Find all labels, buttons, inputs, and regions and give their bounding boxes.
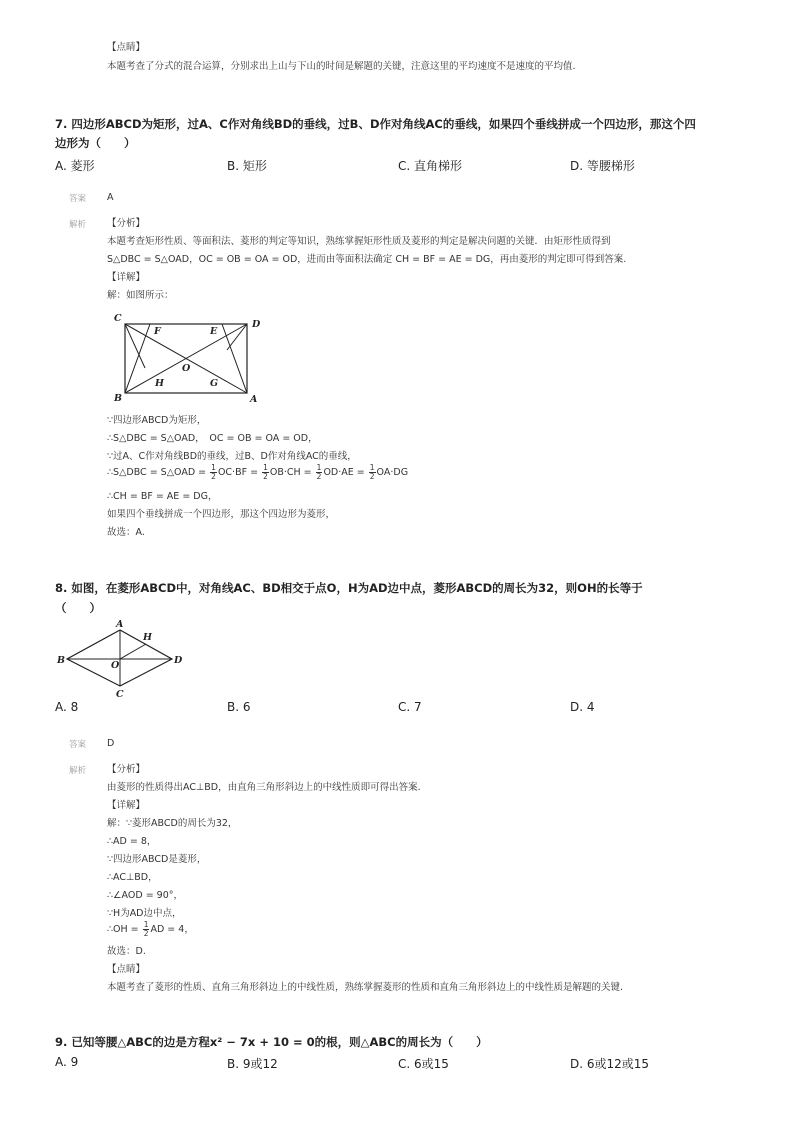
solution-intro: 解：如图所示： — [107, 290, 174, 301]
step-3: ∵四边形ABCD是菱形， — [107, 854, 207, 865]
label-g: G — [210, 378, 219, 389]
step-4-part-d: OD·AE = — [323, 467, 365, 478]
step-2: ∴S△DBC = S△OAD， OC = OB = OA = OD， — [107, 433, 318, 444]
segment-oh — [120, 644, 146, 659]
step-5: ∴∠AOD = 90°， — [107, 890, 184, 901]
xiangjie-heading: 【详解】 — [107, 800, 146, 811]
analysis-label: 解析 — [69, 220, 87, 230]
option-d[interactable]: D. 6或12或15 — [570, 1057, 650, 1071]
answer-value: D — [107, 738, 115, 749]
label-d: D — [252, 319, 261, 330]
option-d[interactable]: D. 等腰梯形 — [570, 159, 635, 173]
analysis-label: 解析 — [69, 766, 87, 776]
label-e: E — [210, 326, 218, 337]
fenxi-heading: 【分析】 — [107, 764, 146, 775]
label-h: H — [155, 378, 164, 389]
fraction-half: $\frac{1}{2}$ — [211, 463, 216, 481]
step-7 — [107, 921, 194, 938]
dianjing-comment: 本题考查了菱形的性质、直角三角形斜边上的中线性质，熟练掌握菱形的性质和直角三角形斜边上的中线性质是解题的关键. — [107, 982, 624, 993]
question-8-stem-line2: （ ） — [55, 601, 101, 615]
label-o: O — [111, 660, 120, 671]
dianjing-heading: 【点睛】 — [107, 42, 146, 53]
step-2: ∴AD = 8， — [107, 836, 157, 847]
step-4-part-b: OC·BF = — [217, 467, 259, 478]
fenxi-line1: 由菱形的性质得出AC⊥BD，由直角三角形斜边上的中线性质即可得出答案. — [107, 782, 421, 793]
option-a[interactable]: A. 9 — [55, 1055, 79, 1069]
rhombus-figure — [55, 618, 185, 700]
step-7: 故选：A. — [107, 527, 145, 538]
step-7-part-b: AD = 4， — [150, 924, 194, 935]
perp-ae — [222, 324, 247, 393]
fraction-half: $\frac{1}{2}$ — [143, 920, 149, 938]
label-c: C — [116, 689, 124, 700]
step-3: ∵过A、C作对角线BD的垂线，过B、D作对角线AC的垂线， — [107, 451, 357, 462]
fenxi-line1: 本题考查矩形性质、等面积法、菱形的判定等知识，熟练掌握矩形性质及菱形的判定是解决问题的关键．由矩形性质得到 — [107, 236, 611, 247]
step-8: 故选：D. — [107, 946, 146, 957]
step-4: ∴AC⊥BD， — [107, 872, 158, 883]
option-b[interactable]: B. 矩形 — [227, 159, 267, 173]
question-9-stem: 9. 已知等腰△ABC的边是方程x² − 7x + 10 = 0的根，则△ABC的周长为（ ） — [55, 1035, 488, 1049]
rectangle-figure — [110, 310, 270, 405]
label-d: D — [174, 655, 183, 666]
label-h: H — [143, 632, 152, 643]
fraction-half: $\frac{1}{2}$ — [369, 463, 375, 481]
label-b: B — [114, 393, 123, 404]
step-4-part-e: OA·DG — [376, 467, 409, 478]
fenxi-line2: S△DBC = S△OAD，OC = OB = OA = OD，进而由等面积法确定 CH = BF = AE = DG，再由菱形的判定即可得到答案. — [107, 254, 627, 265]
step-4-part-c: OB·CH = — [269, 467, 312, 478]
fenxi-heading: 【分析】 — [107, 218, 146, 229]
dianjing-heading: 【点睛】 — [107, 964, 146, 975]
fraction-half: $\frac{1}{2}$ — [316, 463, 322, 481]
option-d[interactable]: D. 4 — [570, 700, 595, 714]
xiangjie-heading: 【详解】 — [107, 272, 146, 283]
step-6: ∵H为AD边中点， — [107, 908, 182, 919]
step-7-part-a: ∴OH = — [107, 924, 139, 935]
option-c[interactable]: C. 7 — [398, 700, 422, 714]
label-a: A — [116, 619, 124, 630]
label-o: O — [182, 363, 191, 374]
option-a[interactable]: A. 8 — [55, 700, 79, 714]
option-c[interactable]: C. 6或15 — [398, 1057, 449, 1071]
question-8-stem-line1: 8. 如图，在菱形ABCD中，对角线AC、BD相交于点O，H为AD边中点，菱形ABCD的周长为32，则OH的长等于 — [55, 581, 643, 595]
step-1: ∵四边形ABCD为矩形， — [107, 415, 207, 426]
answer-label: 答案 — [69, 194, 87, 204]
option-b[interactable]: B. 9或12 — [227, 1057, 278, 1071]
step-5: ∴CH = BF = AE = DG， — [107, 491, 218, 502]
question-7-stem-line2: 边形为（ ） — [55, 136, 136, 150]
step-6: 如果四个垂线拼成一个四边形，那这个四边形为菱形， — [107, 509, 336, 520]
perp-bf — [125, 324, 150, 393]
question-7-stem-line1: 7. 四边形ABCD为矩形，过A、C作对角线BD的垂线，过B、D作对角线AC的垂线，如果四个垂线拼成一个四边形，那这个四 — [55, 117, 696, 131]
label-a: A — [250, 394, 258, 405]
fraction-half: $\frac{1}{2}$ — [263, 463, 268, 481]
option-a[interactable]: A. 菱形 — [55, 159, 95, 173]
step-4-part-a: ∴S△DBC = S△OAD = — [107, 467, 207, 478]
answer-label: 答案 — [69, 740, 87, 750]
label-c: C — [114, 313, 122, 324]
answer-value: A — [107, 192, 114, 203]
option-c[interactable]: C. 直角梯形 — [398, 159, 463, 173]
label-b: B — [57, 655, 66, 666]
option-b[interactable]: B. 6 — [227, 700, 251, 714]
step-4 — [107, 464, 408, 481]
label-f: F — [154, 326, 161, 337]
dianjing-comment: 本题考查了分式的混合运算，分别求出上山与下山的时间是解题的关键，注意这里的平均速度不是速度的平均值. — [107, 61, 576, 72]
step-1: 解：∵菱形ABCD的周长为32， — [107, 818, 238, 829]
